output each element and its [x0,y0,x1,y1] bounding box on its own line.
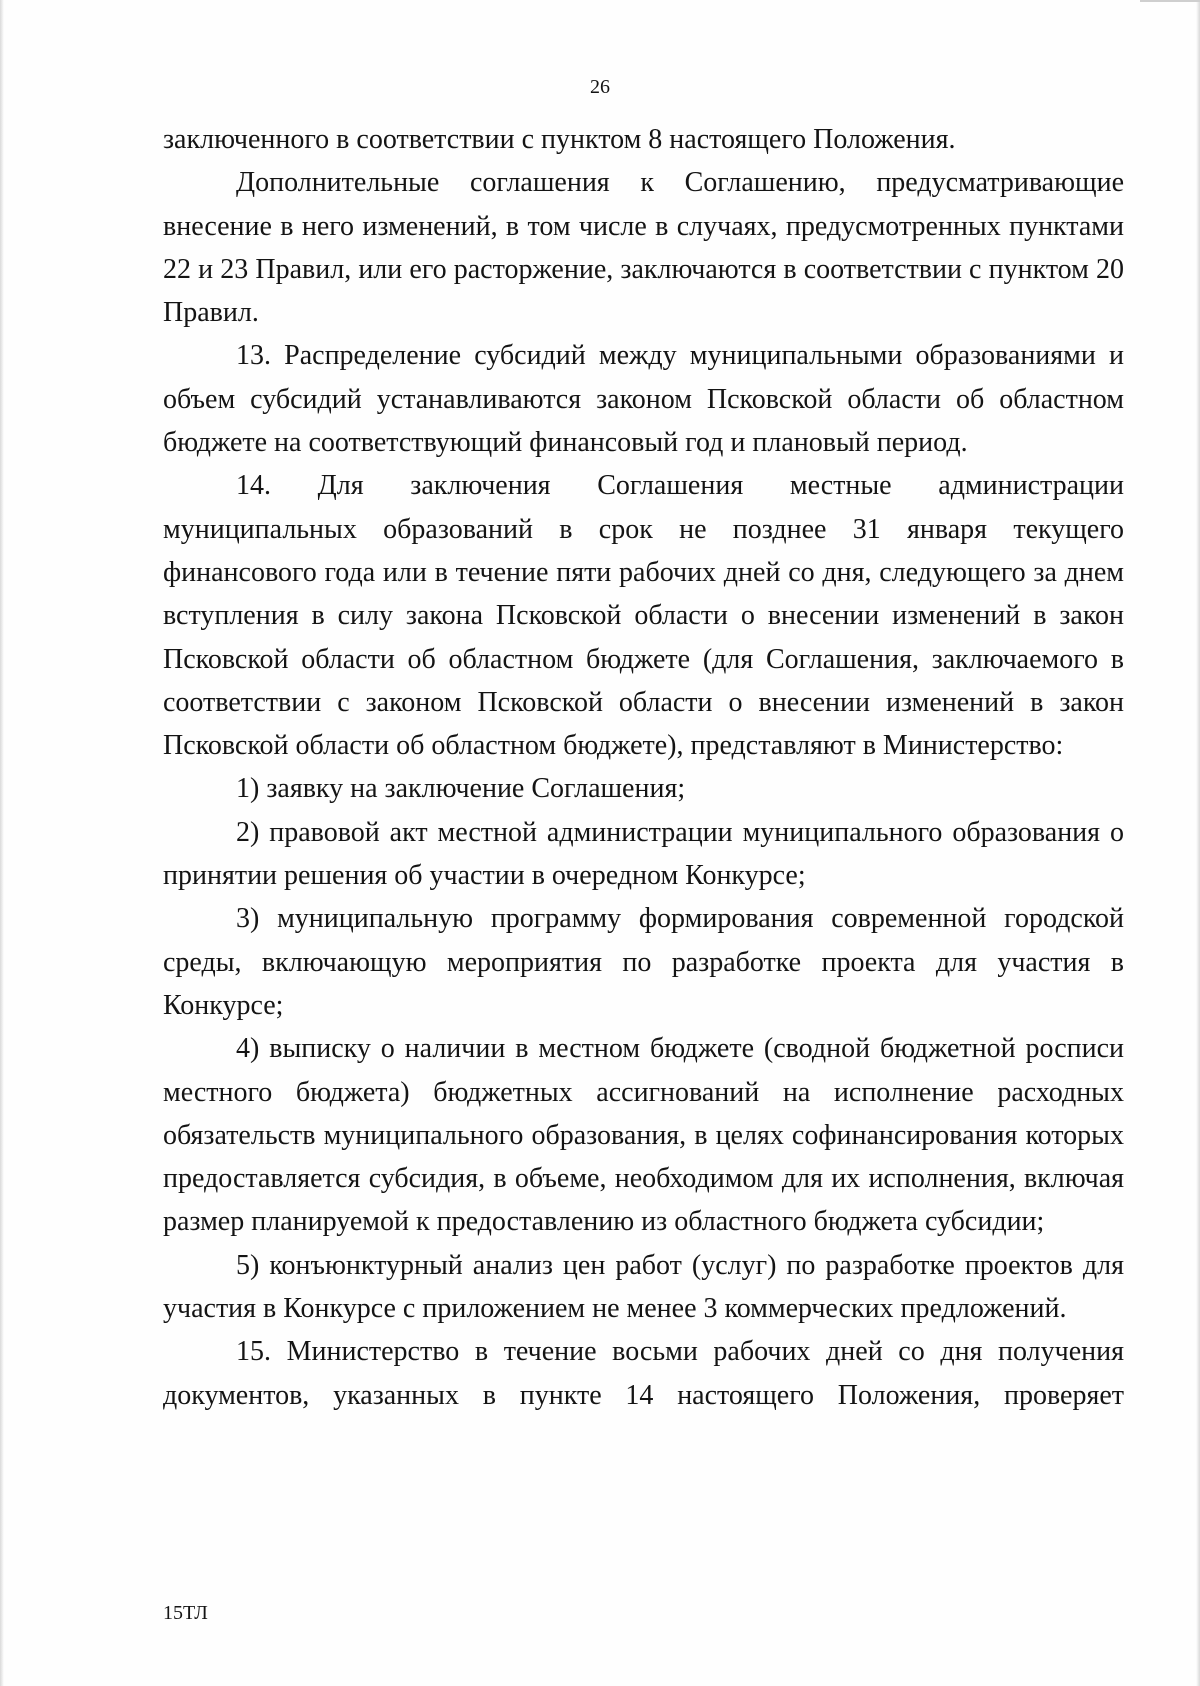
list-item-1: 1) заявку на заключение Соглашения; [236,773,686,805]
list-item-2: 2) правовой акт местной администрации муниципального образования о принятии решения об участии в очередном Конкурсе; [163,816,1124,892]
list-item-4: 4) выписку о наличии в местном бюджете (сводной бюджетной росписи местного бюджета) бюджетных ассигнований на исполнение расходных обязательств муниципального образования, в целях софинансирования которых предоставляется субсидия, в объеме, необходимом для их исполнения, включая размер планируемой к предоставлению из областного бюджета субсидии; [163,1033,1124,1238]
footer-code: 15ТЛ [163,1602,208,1624]
paragraph-15: 15. Министерство в течение восьми рабочих дней со дня получения документов, указанных в пункте 14 настоящего Положения, проверяет [163,1336,1124,1411]
paragraph-4: 14. Для заключения Соглашения местные администрации муниципальных образований в срок не позднее 31 января текущего финансового года или в течение пяти рабочих дней со дня, следующего за днем вступления в силу закона Псковской области о внесении изменений в закон Псковской области об областном бюджете (для Соглашения, заключаемого в соответствии с законом Псковской области о внесении изменений в закон Псковской области об областном бюджете), представляют в Министерство: [163,470,1124,762]
document-body [163,118,1124,1417]
scan-edge-left [0,0,4,1686]
paragraph-2: Дополнительные соглашения к Соглашению, предусматривающие внесение в него изменений, в том числе в случаях, предусмотренных пунктами 22 и 23 Правил, или его расторжение, заключаются в соответствии с пунктом 20 Правил. [163,167,1124,329]
list-item-5: 5) конъюнктурный анализ цен работ (услуг) по разработке проектов для участия в Конкурсе с приложением не менее 3 коммерческих предложений. [163,1249,1124,1325]
paragraph-1: заключенного в соответствии с пунктом 8 настоящего Положения. [163,124,956,155]
scan-edge-right [1196,0,1200,1686]
paragraph-3: 13. Распределение субсидий между муниципальными образованиями и объем субсидий устанавливаются законом Псковской области об областном бюджете на соответствующий финансовый год и плановый период. [163,340,1124,459]
page-number: 26 [590,76,610,98]
list-item-3: 3) муниципальную программу формирования современной городской среды, включающую мероприятия по разработке проекта для участия в Конкурсе; [163,903,1124,1021]
scan-edge-top [1140,0,1200,2]
